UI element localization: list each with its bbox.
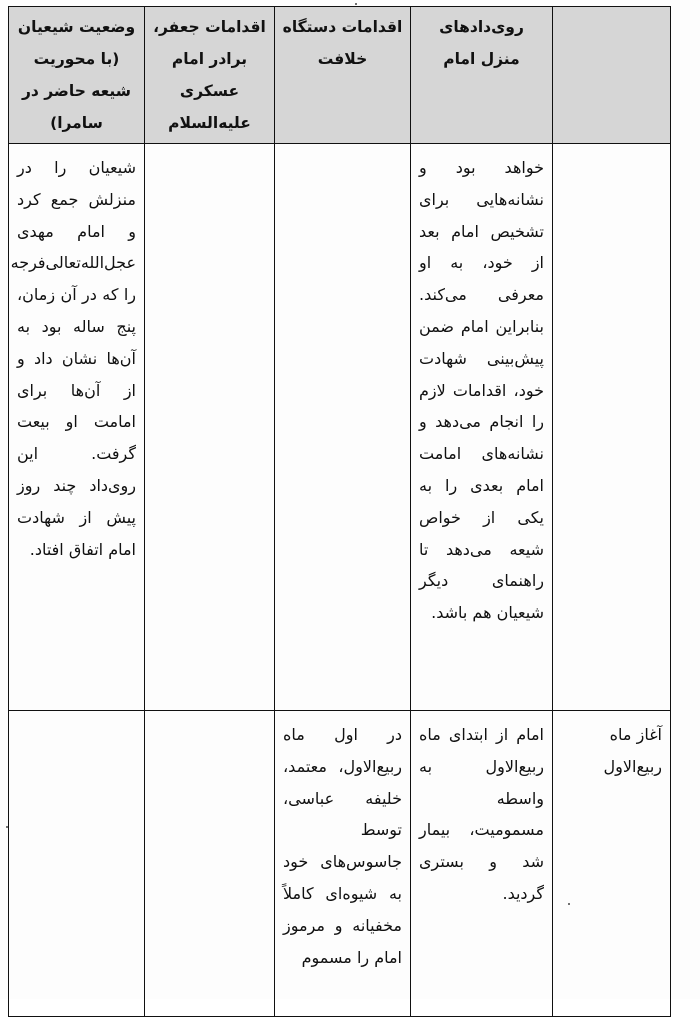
table-cell: شیعیان را در منزلش جمع کرد و امام مهدی عجل‌الله‌تعالی‌فرجه را که در آن زمان، پنج ساله بود به آن‌ها نشان داد و از آن‌ها برای امامت او بیعت گرفت. این روی‌داد چند روز پیش از شهادت امام اتفاق افتاد. — [9, 144, 145, 711]
table-cell — [145, 711, 275, 1017]
scan-speck — [355, 3, 357, 5]
table-cell: امام از ابتدای ماه ربیع‌الاول به واسطه مسمومیت، بیمار شد و بستری گردید. — [411, 711, 553, 1017]
table-cell: در اول ماه ربیع‌الاول، معتمد، خلیفه عباسی، توسط جاسوس‌های خود به شیوه‌ای کاملاً مخفیانه و مرموز امام را مسموم — [275, 711, 411, 1017]
table-cell — [275, 144, 411, 711]
table-cell: خواهد بود و نشانه‌هایی برای تشخیص امام بعد از خود، به او معرفی می‌کند. بنابراین امام ضمن پیش‌بینی شهادت خود، اقدامات لازم را انجام می‌دهد و نشانه‌های امامت امام بعدی را به یکی از خواص شیعه می‌دهد تا راهنمای دیگر شیعیان هم باشد. — [411, 144, 553, 711]
table-cell — [9, 711, 145, 1017]
table-row — [9, 711, 671, 1017]
scan-speck — [568, 903, 570, 905]
table-row — [9, 144, 671, 711]
header-cell-date — [553, 7, 671, 144]
table-cell: آغاز ماه ربیع‌الاول — [553, 711, 671, 1017]
events-table — [8, 6, 671, 1017]
header-cell-jafar-actions: اقدامات جعفر، برادر امام عسکری علیه‌السلام — [145, 7, 275, 144]
table-header-row — [9, 7, 671, 144]
table-cell — [145, 144, 275, 711]
header-cell-shia-status: وضعیت شیعیان (با محوریت شیعه حاضر در سامرا) — [9, 7, 145, 144]
table-cell — [553, 144, 671, 711]
scan-speck — [6, 826, 8, 828]
header-cell-caliphate-actions: اقدامات دستگاه خلافت — [275, 7, 411, 144]
header-cell-imam-house-events: روی‌دادهای منزل امام — [411, 7, 553, 144]
